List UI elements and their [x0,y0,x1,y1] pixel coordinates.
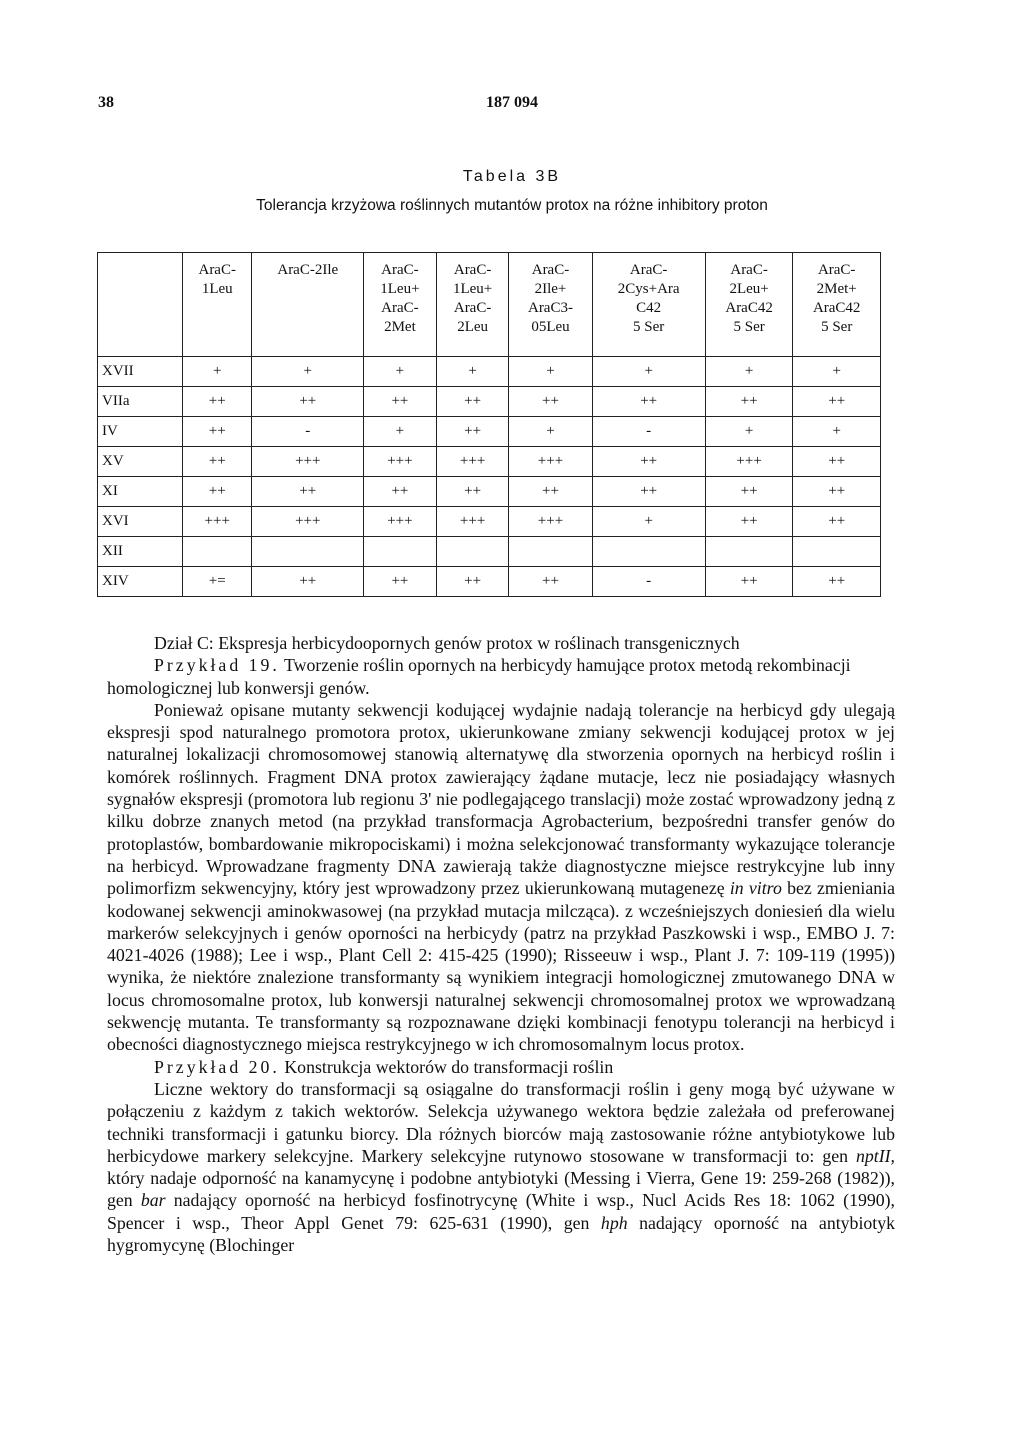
table-cell: ++ [364,387,437,417]
document-number: 187 094 [486,94,538,111]
table-cell: ++ [183,387,252,417]
row-label: XV [98,447,183,477]
table-cell: +++ [252,507,364,537]
body-text [107,632,895,1256]
column-header-line: 2Ile+ [534,281,567,297]
table-cell: ++ [705,477,793,507]
table-cell: ++ [509,387,592,417]
tolerance-table [97,252,881,597]
table-row [98,357,881,387]
table-cell: + [793,417,881,447]
paragraph-1-text-b: bez zmieniania kodowanej sekwencji aminokwasowej (na przykład mutacja milcząca). z wcześniejszych doniesień dla wielu markerów selekcyjnych i genów oporności na herbicydy (patrz na przykład Paszkowski i wsp., EMBO J. 7: 4021-4026 (1988); Lee i wsp., Plant Cell 2: 415-425 (1990); Risseeuw i wsp., Plant J. 7: 109-119 (1995)) wynika, że niektóre znalezione transformanty są wynikiem integracji homologicznej zmutowanego DNA w locus chromosomalne protox, lub konwersji naturalnej sekwencji chromosomalnej protox we wprowadzaną sekwencję mutanta. Te transformanty są rozpoznawane dzięki kombinacji fenotypu tolerancji na herbicyd i obecności diagnostycznego miejsca restrykcyjnego w ich chromosomalnym locus protox. [107,878,895,1055]
gene-nptII: nptII, [855,1145,895,1166]
table-cell: ++ [793,477,881,507]
table-cell: ++ [436,477,509,507]
table-cell: +++ [364,447,437,477]
column-header [364,253,437,357]
row-label: XI [98,477,183,507]
table-cell: +++ [705,447,793,477]
column-header-line: AraC- [730,262,768,278]
table-cell: + [705,417,793,447]
paragraph-2-text-a: Liczne wektory do transformacji są osiągalne do transformacji roślin i geny mogą być używane w połączeniu z każdym z takich wektorów. Selekcja używanego wektora będzie zależała od preferowanej techniki transformacji i gatunku biorcy. Dla różnych biorców mają zastosowanie różne antybiotykowe lub herbicydowe markery selekcyjne. Markery selekcyjne rutynowo stosowane w transformacji to: gen [107,1078,895,1166]
paragraph-1-italic: in vitro [729,878,782,899]
table-cell: - [252,417,364,447]
table-cell: ++ [705,507,793,537]
column-header-line: AraC3- [527,300,573,316]
column-header-line: AraC- [453,262,492,278]
table-cell: ++ [592,477,705,507]
table-cell: ++ [183,477,252,507]
table-cell: ++ [436,567,509,597]
column-header-line: AraC42 [812,300,861,316]
column-header-line: AraC42 [725,300,773,316]
column-header-line: 2Met+ [816,281,857,297]
column-header [793,253,881,357]
table-cell: ++ [364,567,437,597]
table-cell: ++ [436,387,509,417]
table-caption: Tabela 3B [462,168,562,185]
table-row [98,417,881,447]
column-header-line: AraC- [531,262,570,278]
column-header-line: 1Leu+ [452,281,493,297]
table-cell: ++ [436,417,509,447]
table-cell: + [592,357,705,387]
column-header-line: 2Met [384,319,416,335]
paragraph-2-text-d: nadający oporność na antybiotyk hygromycynę (Blochinger [107,1212,895,1256]
table-cell: ++ [592,447,705,477]
table-cell: + [183,357,252,387]
column-header-line: 5 Ser [733,319,765,335]
table-cell: ++ [364,477,437,507]
row-label: IV [98,417,183,447]
table-cell: + [364,357,437,387]
table-cell: ++ [252,387,364,417]
column-header-line: 2Leu [457,319,489,335]
table-cell: + [592,507,705,537]
paragraph-2-text-b: który nadaje odporność na kanamycynę i podobne antybiotyki (Messing i Vierra, Gene 19: 259-268 (1982)), gen [107,1168,895,1211]
example-19-label: Przykład 19. [154,655,280,676]
table-cell: +++ [252,447,364,477]
table-cell [436,537,509,567]
table-cell [592,537,705,567]
table-cell: ++ [793,387,881,417]
table-cell: + [252,357,364,387]
page-number: 38 [98,94,114,111]
table-row [98,387,881,417]
table-subtitle: Tolerancja krzyżowa roślinnych mutantów protox na różne inhibitory proton [256,197,768,214]
row-label: XVI [98,507,183,537]
row-label: VIIa [98,387,183,417]
example-19-title: Tworzenie roślin opornych na herbicydy hamujące protox metodą rekombinacji homologicznej lub konwersji genów. [107,655,851,698]
section-heading: Dział C: Ekspresja herbicydoopornych genów protox w roślinach transgenicznych [154,633,740,653]
gene-hph: hph [600,1212,628,1233]
table-cell: ++ [183,447,252,477]
table-header-row [98,253,881,357]
column-header-line: 5 Ser [633,319,665,335]
gene-bar: bar [140,1190,166,1211]
column-header-line: AraC- [381,300,419,316]
table-cell: +++ [183,507,252,537]
table-cell: ++ [183,417,252,447]
table-cell: ++ [509,567,592,597]
table-cell: +++ [364,507,437,537]
column-header [183,253,252,357]
table-cell: ++ [705,567,793,597]
table-cell: + [793,357,881,387]
table-cell: += [183,567,252,597]
column-header [705,253,793,357]
table-cell: ++ [793,567,881,597]
column-header-line: AraC- [198,262,236,278]
table-cell: +++ [436,507,509,537]
table-cell: + [509,417,592,447]
table-cell: ++ [793,507,881,537]
table-cell: ++ [592,387,705,417]
column-header-line: 1Leu+ [380,281,420,297]
table-cell: - [592,567,705,597]
header-corner-cell [98,253,183,357]
table-cell [509,537,592,567]
table-row [98,537,881,567]
column-header-line: 1Leu [201,281,233,297]
paragraph-1 [107,699,895,1056]
column-header-line: 5 Ser [821,319,853,335]
table-row [98,477,881,507]
table-cell: + [509,357,592,387]
row-label: XIV [98,567,183,597]
column-header [509,253,592,357]
column-header-line: AraC- [629,262,668,278]
column-header-line: 2Cys+Ara [617,281,680,297]
table-cell [183,537,252,567]
example-20-label: Przykład 20. [154,1056,280,1077]
table-row [98,567,881,597]
table-cell: +++ [436,447,509,477]
paragraph-2-text-c: nadający oporność na herbicyd fosfinotrycynę (White i wsp., Nucl Acids Res 18: 1062 (1990), Spencer i wsp., Theor Appl Genet 79: 625-631 (1990), gen [107,1190,895,1233]
column-header-line: AraC- [817,262,856,278]
table-cell: ++ [252,477,364,507]
column-header-line: 2Leu+ [729,281,769,297]
table-cell: - [592,417,705,447]
table-cell: + [364,417,437,447]
table-row [98,507,881,537]
table-cell [252,537,364,567]
column-header-line: C42 [636,300,662,316]
table-body [98,357,881,597]
example-20-title: Konstrukcja wektorów do transformacji roślin [279,1056,614,1077]
column-header [436,253,509,357]
table-cell: +++ [509,507,592,537]
row-label: XVII [98,357,183,387]
example-19-heading [107,654,895,699]
row-label: XII [98,537,183,567]
paragraph-2 [107,1078,895,1256]
table-cell: ++ [252,567,364,597]
column-header [592,253,705,357]
column-header-line: AraC- [381,262,419,278]
paragraph-1-text-a: Ponieważ opisane mutanty sekwencji kodującej wydajnie nadają tolerancje na herbicyd gdy ulegają ekspresji spod naturalnego promotora protox, ukierunkowane zmiany sekwencji kodującej protox w jej naturalnej lokalizacji chromosomowej stanowią alternatywę dla stworzenia opornych na herbicyd roślin i komórek roślinnych. Fragment DNA protox zawierający żądane mutacje, lecz nie posiadający własnych sygnałów ekspresji (promotora lub regionu 3' nie podlegającego translacji) może zostać wprowadzony jedną z kilku dobrze znanych metod (na przykład transformacja Agrobacterium, bezpośredni transfer genów do protoplastów, bombardowanie mikropociskami) i można selekcjonować transformanty wykazujące tolerancje na herbicyd. Wprowadzane fragmenty DNA zawierają także diagnostyczne miejsce restrykcyjne lub inny polimorfizm sekwencyjny, który jest wprowadzony przez ukierunkowaną mutagenezę [107,699,895,899]
table-cell: +++ [509,447,592,477]
table-row [98,447,881,477]
table-cell [364,537,437,567]
table-cell: ++ [793,447,881,477]
table-cell: + [705,357,793,387]
table-cell: + [436,357,509,387]
column-header-line: 05Leu [531,319,570,335]
column-header-line: AraC-2Ile [277,262,339,278]
example-20-heading [107,1056,895,1078]
column-header-line: AraC- [453,300,492,316]
table-cell [705,537,793,567]
column-header [252,253,364,357]
table-cell [793,537,881,567]
table-cell: ++ [705,387,793,417]
table-cell: ++ [509,477,592,507]
